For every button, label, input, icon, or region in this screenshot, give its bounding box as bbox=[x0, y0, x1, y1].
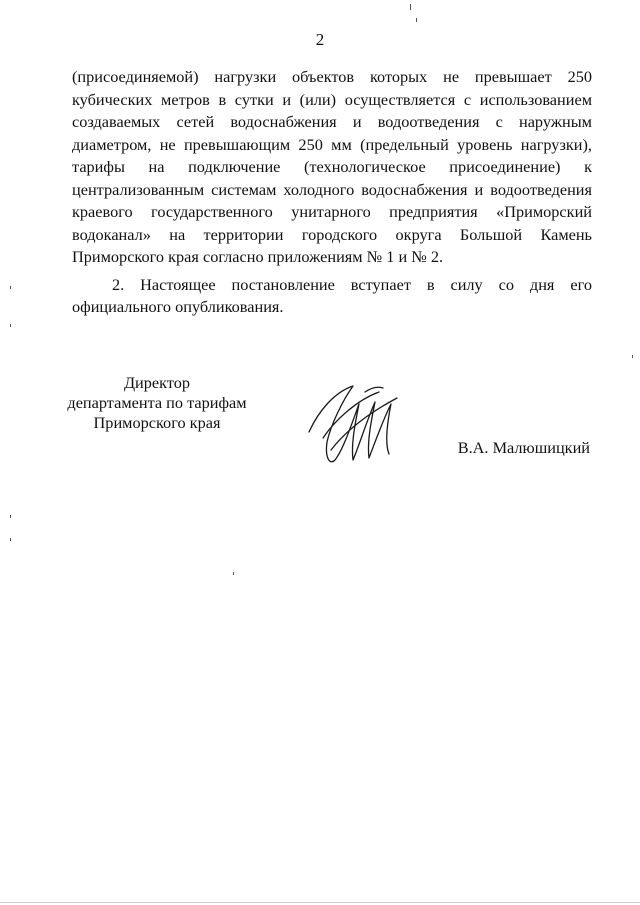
scan-edge-line bbox=[0, 902, 640, 903]
handwritten-signature-icon bbox=[305, 380, 405, 470]
scan-speck bbox=[233, 572, 234, 575]
scan-speck bbox=[10, 538, 11, 541]
body-paragraph-2: 2. Настоящее постановление вступает в силу со дня его официального опубликования. bbox=[72, 274, 592, 316]
signatory-title-line-2: департамента по тарифам bbox=[67, 393, 247, 412]
document-body bbox=[72, 66, 592, 319]
signatory-title-line-3: Приморского края bbox=[93, 413, 221, 432]
signer-name: В.А. Малюшицкий bbox=[457, 438, 590, 457]
scan-speck bbox=[10, 324, 11, 327]
scan-speck bbox=[10, 286, 11, 289]
scan-speck bbox=[632, 355, 633, 358]
page-number: 2 bbox=[315, 30, 325, 49]
signatory-title-line-1: Директор bbox=[123, 373, 191, 392]
scan-speck bbox=[410, 4, 411, 10]
scan-speck bbox=[10, 515, 11, 518]
body-paragraph-1: (присоединяемой) нагрузки объектов которых не превышает 250 кубических метров в сутки и (или) осуществляется с использованием создаваемых сетей водоснабжения и водоотведения с наружным диаметром, не превышающим 250 мм (предельный уровень нагрузки), тарифы на подключение (технологическое присоединение) к централизованным системам холодного водоснабжения и водоотведения краевого государственного унитарного предприятия «Приморский водоканал» на территории городского округа Большой Камень Приморского края согласно приложениям № 1 и № 2. bbox=[72, 67, 592, 266]
scan-speck bbox=[416, 18, 417, 22]
signatory-title bbox=[52, 373, 262, 433]
